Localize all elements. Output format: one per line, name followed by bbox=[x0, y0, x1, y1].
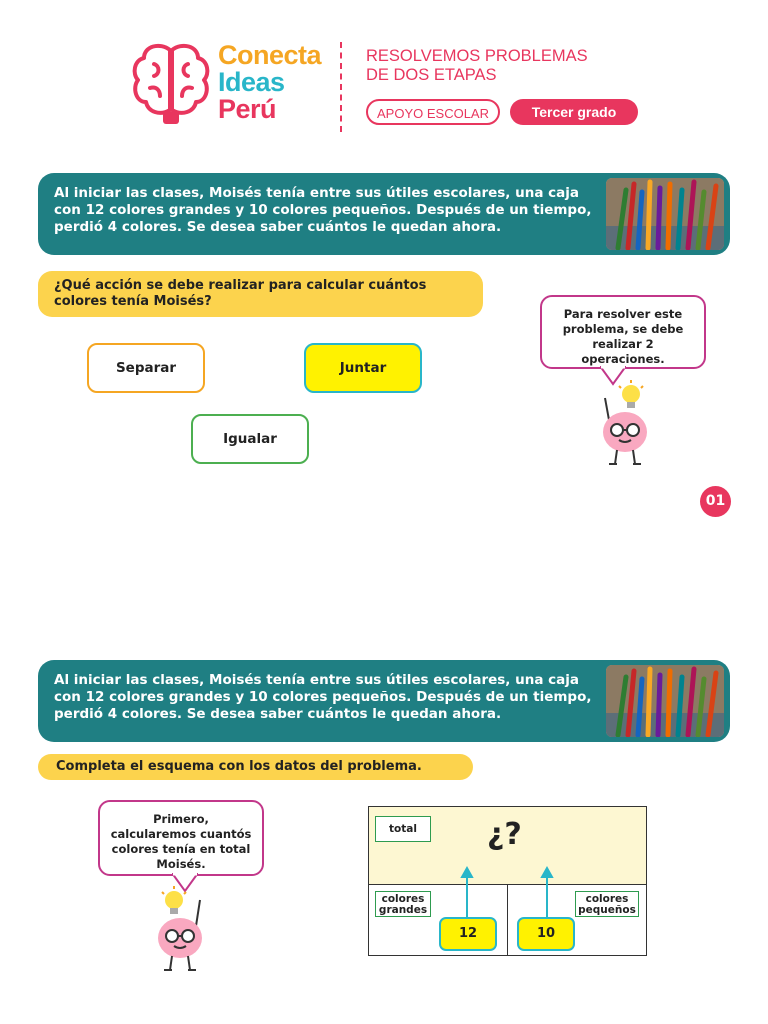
problem-banner bbox=[38, 173, 730, 255]
part-whole-diagram bbox=[368, 806, 647, 956]
question-text: ¿Qué acción se debe realizar para calcular cuántos colores tenía Moisés? bbox=[54, 278, 427, 309]
problem-text: Al iniciar las clases, Moisés tenía entre sus útiles escolares, una caja con 12 colores grandes y 10 colores pequeños. Después de un tiempo, perdió 4 colores. Se desea saber cuántos le quedan ahora. bbox=[54, 185, 592, 235]
header-title-line-1: RESOLVEMOS PROBLEMAS bbox=[366, 47, 588, 65]
unknown-total: ¿? bbox=[487, 817, 522, 852]
option-igualar[interactable]: Igualar bbox=[191, 414, 309, 464]
header-title bbox=[366, 47, 588, 85]
colores-grandes-label: colores grandes bbox=[375, 891, 431, 917]
option-separar[interactable]: Separar bbox=[87, 343, 205, 393]
logo-line-1: Conecta bbox=[218, 40, 322, 70]
header-title-line-2: DE DOS ETAPAS bbox=[366, 66, 497, 84]
grade-badge: Tercer grado bbox=[510, 99, 638, 125]
page-number: 01 bbox=[700, 486, 731, 517]
total-label: total bbox=[375, 816, 431, 842]
logo-line-2: Ideas bbox=[218, 67, 285, 97]
colores-pequenos-value[interactable]: 10 bbox=[517, 917, 575, 951]
header-divider bbox=[340, 42, 342, 132]
option-juntar[interactable]: Juntar bbox=[304, 343, 422, 393]
apoyo-escolar-badge: APOYO ESCOLAR bbox=[366, 99, 500, 125]
hint-bubble: Para resolver este problema, se debe realizar 2 operaciones. bbox=[540, 295, 706, 369]
instruction-pill bbox=[38, 754, 473, 780]
instruction-text: Completa el esquema con los datos del problema. bbox=[56, 759, 422, 774]
brain-mascot-icon bbox=[595, 380, 655, 470]
problem-banner-2 bbox=[38, 660, 730, 742]
colored-pencils-image-2 bbox=[606, 665, 724, 737]
explanation-bubble: Primero, calcularemos cuantós colores tenía en total Moisés. bbox=[98, 800, 264, 876]
brain-logo-icon bbox=[130, 40, 212, 130]
logo-line-3: Perú bbox=[218, 94, 277, 124]
question-pill bbox=[38, 271, 483, 317]
colored-pencils-image bbox=[606, 178, 724, 250]
brand-logo bbox=[218, 42, 321, 123]
brain-mascot-icon-2 bbox=[150, 886, 210, 976]
colores-pequenos-label: colores pequeños bbox=[575, 891, 639, 917]
colores-grandes-value[interactable]: 12 bbox=[439, 917, 497, 951]
problem-text-2: Al iniciar las clases, Moisés tenía entre sus útiles escolares, una caja con 12 colores grandes y 10 colores pequeños. Después de un tiempo, perdió 4 colores. Se desea saber cuántos le quedan ahora. bbox=[54, 672, 592, 722]
